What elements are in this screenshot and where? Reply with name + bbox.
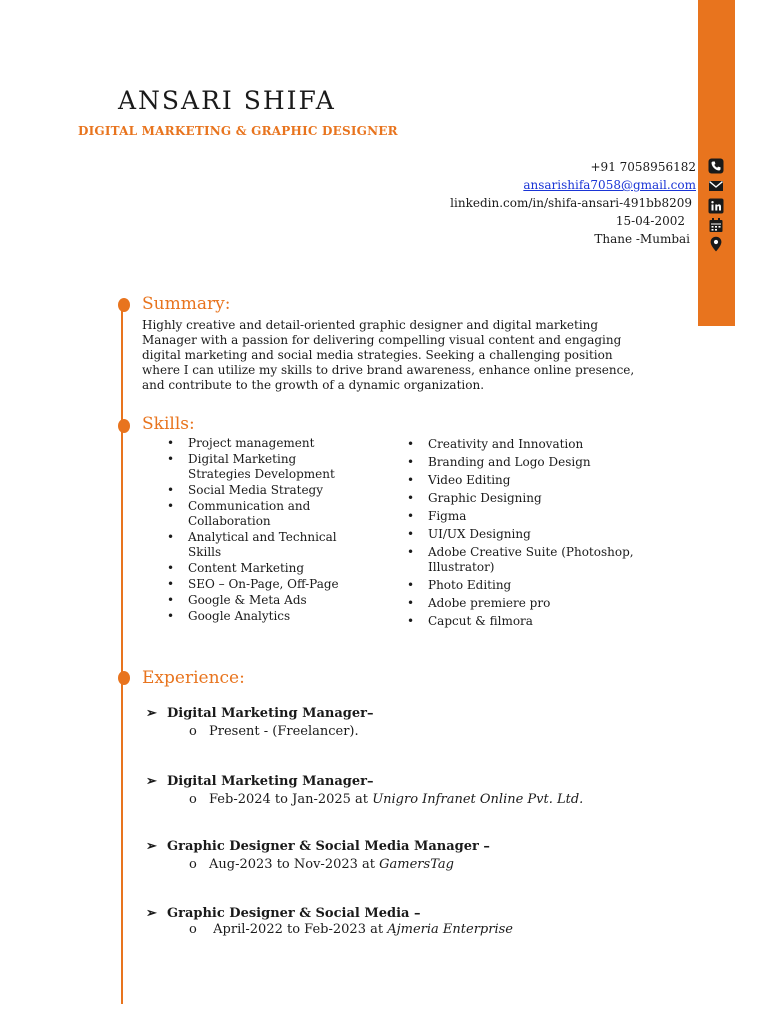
skill-item: • SEO – On-Page, Off-Page bbox=[167, 577, 357, 592]
skill-item: • Graphic Designing bbox=[407, 491, 657, 506]
job-title: ➢ Digital Marketing Manager– bbox=[146, 706, 374, 721]
job-period: o April-2022 to Feb-2023 at Ajmeria Enterprise bbox=[189, 922, 513, 937]
contact-email[interactable] bbox=[523, 176, 696, 194]
job-period: o Feb-2024 to Jan-2025 at Unigro Infranet Online Pvt. Ltd. bbox=[189, 792, 584, 807]
skill-item: • Capcut & filmora bbox=[407, 614, 657, 629]
job-company: Unigro Infranet Online Pvt. Ltd. bbox=[372, 792, 584, 807]
skill-item: • Adobe premiere pro bbox=[407, 596, 657, 611]
skill-item: • Creativity and Innovation bbox=[407, 437, 657, 452]
skill-item: • Social Media Strategy bbox=[167, 483, 357, 498]
skill-item: • Photo Editing bbox=[407, 578, 657, 593]
timeline-dot-experience bbox=[118, 671, 130, 685]
skill-item: • Communication and Collaboration bbox=[167, 499, 357, 529]
skill-item: • Digital Marketing Strategies Development bbox=[167, 452, 357, 482]
arrow-bullet-icon: ➢ bbox=[146, 839, 157, 854]
location-pin-icon bbox=[708, 236, 724, 252]
skills-list-right bbox=[407, 437, 657, 632]
timeline-dot-skills bbox=[118, 419, 130, 433]
arrow-bullet-icon: ➢ bbox=[146, 706, 157, 721]
skills-heading: Skills: bbox=[142, 414, 195, 434]
job-company: Ajmeria Enterprise bbox=[387, 922, 513, 937]
job-title: ➢ Graphic Designer & Social Media – bbox=[146, 906, 421, 921]
contact-dob: 15-04-2002 bbox=[615, 214, 685, 228]
circle-bullet-icon: o bbox=[189, 922, 197, 937]
contact-location: Thane -Mumbai bbox=[594, 232, 690, 246]
skill-item: • Content Marketing bbox=[167, 561, 357, 576]
skills-list-left bbox=[167, 436, 357, 625]
contact-linkedin: linkedin.com/in/shifa-ansari-491bb8209 bbox=[450, 196, 692, 210]
candidate-role: DIGITAL MARKETING & GRAPHIC DESIGNER bbox=[78, 124, 398, 138]
linkedin-icon bbox=[708, 198, 724, 214]
calendar-icon bbox=[708, 217, 724, 233]
circle-bullet-icon: o bbox=[189, 724, 197, 739]
arrow-bullet-icon: ➢ bbox=[146, 906, 157, 921]
contact-phone: +91 7058956182 bbox=[590, 160, 696, 174]
experience-heading: Experience: bbox=[142, 668, 245, 688]
timeline-line bbox=[121, 306, 123, 1004]
arrow-bullet-icon: ➢ bbox=[146, 774, 157, 789]
email-icon bbox=[708, 178, 724, 194]
skill-item: • Video Editing bbox=[407, 473, 657, 488]
skill-item: • Google & Meta Ads bbox=[167, 593, 357, 608]
skill-item: • Project management bbox=[167, 436, 357, 451]
skill-item: • Adobe Creative Suite (Photoshop, Illustrator) bbox=[407, 545, 657, 575]
email-link[interactable]: ansarishifa7058@gmail.com bbox=[523, 178, 696, 192]
circle-bullet-icon: o bbox=[189, 857, 197, 872]
job-title: ➢ Graphic Designer & Social Media Manager – bbox=[146, 839, 490, 854]
phone-icon bbox=[708, 158, 724, 174]
summary-text: Highly creative and detail-oriented graphic designer and digital marketing Manager with a passion for delivering compelling visual content and engaging digital marketing and social media strategies. Seeking a challenging position where I can utilize my skills to drive brand awareness, enhance online presence, and contribute to the growth of a dynamic organization. bbox=[142, 318, 635, 392]
timeline-dot-summary bbox=[118, 298, 130, 312]
skill-item: • UI/UX Designing bbox=[407, 527, 657, 542]
job-title: ➢ Digital Marketing Manager– bbox=[146, 774, 374, 789]
candidate-name: ANSARI SHIFA bbox=[118, 86, 336, 115]
skill-item: • Branding and Logo Design bbox=[407, 455, 657, 470]
skill-item: • Google Analytics bbox=[167, 609, 357, 624]
circle-bullet-icon: o bbox=[189, 792, 197, 807]
summary-heading: Summary: bbox=[142, 294, 231, 314]
job-period: o Aug-2023 to Nov-2023 at GamersTag bbox=[189, 857, 454, 872]
job-company: GamersTag bbox=[379, 857, 454, 872]
skill-item: • Figma bbox=[407, 509, 657, 524]
skill-item: • Analytical and Technical Skills bbox=[167, 530, 357, 560]
job-period: o Present - (Freelancer). bbox=[189, 724, 359, 739]
